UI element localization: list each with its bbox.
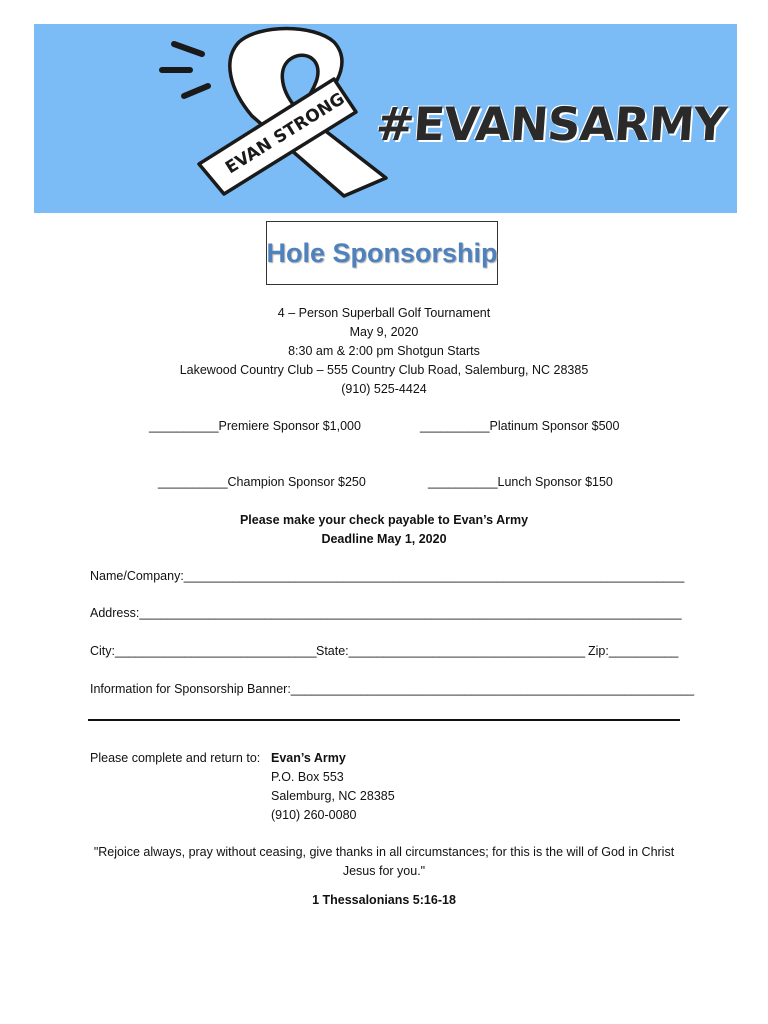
event-name: 4 – Person Superball Golf Tournament xyxy=(277,306,491,320)
verse-reference: 1 Thessalonians 5:16-18 xyxy=(312,893,456,907)
banner-info-field[interactable]: Information for Sponsorship Banner:__________________________________________________________ xyxy=(90,682,695,696)
return-po-box: P.O. Box 553 xyxy=(271,770,344,784)
return-label: Please complete and return to: xyxy=(90,751,261,765)
return-name: Evan’s Army xyxy=(271,751,346,765)
zip-field[interactable]: Zip:__________ xyxy=(588,644,679,658)
event-times: 8:30 am & 2:00 pm Shotgun Starts xyxy=(288,344,480,358)
address-field[interactable]: Address:______________________________________________________________________________ xyxy=(90,606,682,620)
divider xyxy=(88,719,680,721)
name-company-field[interactable]: Name/Company:________________________________________________________________________ xyxy=(90,569,685,583)
sponsor-premiere[interactable]: __________Premiere Sponsor $1,000 xyxy=(149,419,361,433)
state-field[interactable]: State:__________________________________ xyxy=(316,644,586,658)
return-city: Salemburg, NC 28385 xyxy=(271,789,395,803)
deadline: Deadline May 1, 2020 xyxy=(321,532,447,546)
check-payable: Please make your check payable to Evan’s Army xyxy=(239,513,529,527)
title-box xyxy=(266,221,498,285)
sponsor-champion[interactable]: __________Champion Sponsor $250 xyxy=(158,475,366,489)
motion-dash-icon xyxy=(174,44,202,54)
header-banner xyxy=(34,24,737,213)
page-title: Hole Sponsorship xyxy=(266,237,498,268)
verse-line-2: Jesus for you." xyxy=(342,864,426,878)
event-location: Lakewood Country Club – 555 Country Club Road, Salemburg, NC 28385 xyxy=(179,363,589,377)
motion-dash-icon xyxy=(184,86,208,96)
hashtag-logo: #EVANSARMY xyxy=(374,97,728,151)
sponsor-platinum[interactable]: __________Platinum Sponsor $500 xyxy=(420,419,620,433)
event-phone: (910) 525-4424 xyxy=(341,382,427,396)
sponsor-lunch[interactable]: __________Lunch Sponsor $150 xyxy=(428,475,613,489)
event-date: May 9, 2020 xyxy=(349,325,419,339)
verse-line-1: "Rejoice always, pray without ceasing, give thanks in all circumstances; for this is the will of God in Christ xyxy=(93,845,675,859)
return-phone: (910) 260-0080 xyxy=(271,808,357,822)
ribbon-text: EVAN STRONG xyxy=(222,88,349,179)
city-field[interactable]: City:_____________________________ xyxy=(90,644,317,658)
